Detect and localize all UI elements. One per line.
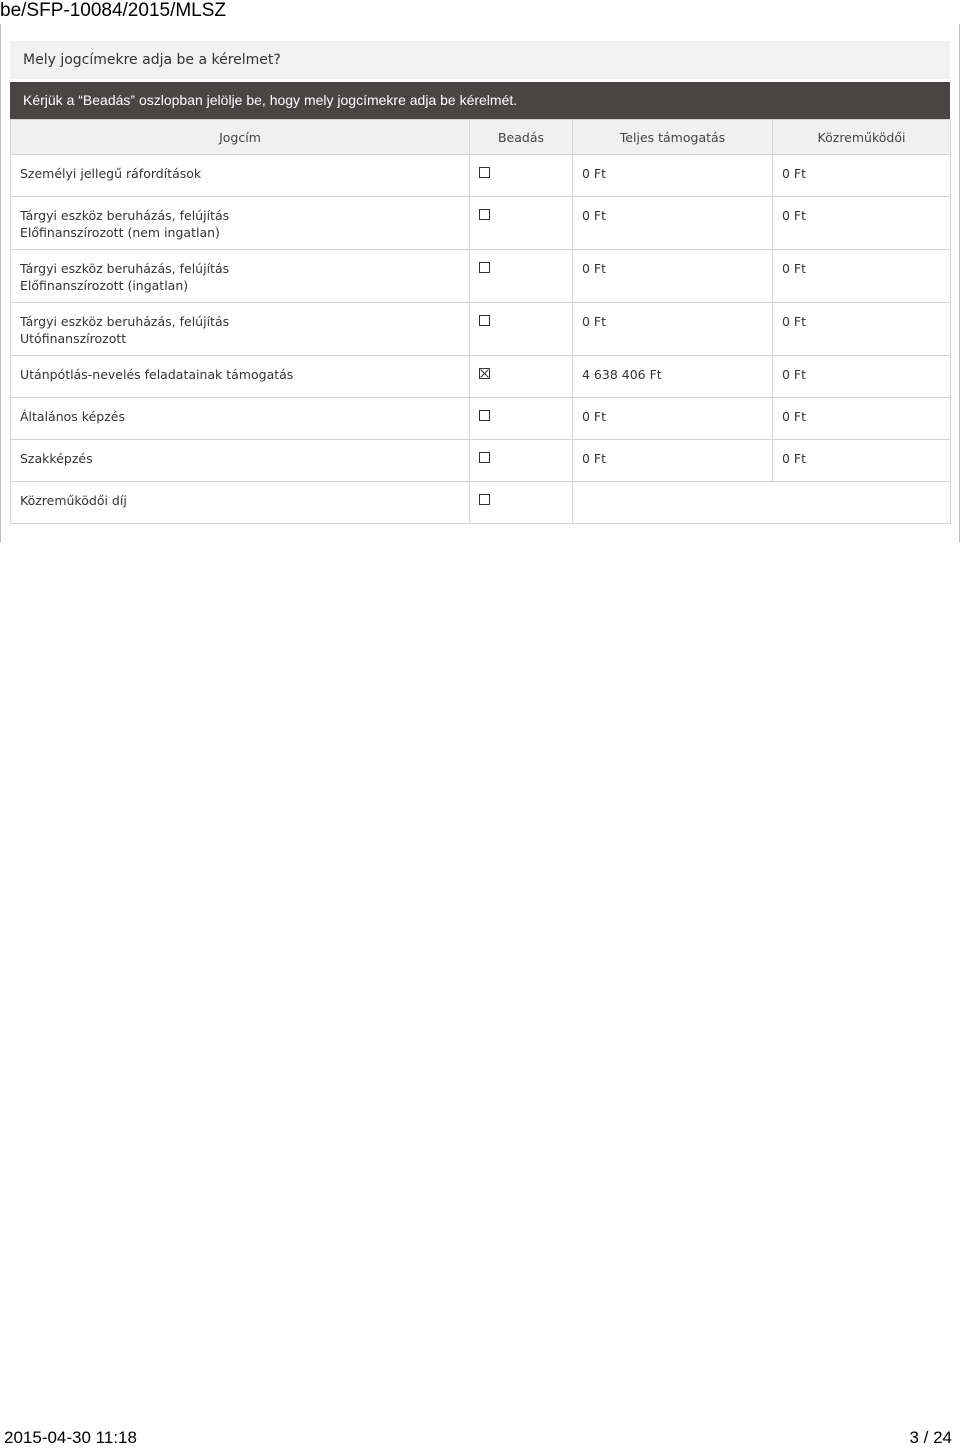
beadas-cell bbox=[470, 303, 573, 356]
question-heading: Mely jogcímekre adja be a kérelmet? bbox=[10, 41, 950, 79]
jogcim-label: Tárgyi eszköz beruházás, felújítás bbox=[20, 208, 230, 223]
kozremukodoi-value: 0 Ft bbox=[773, 197, 951, 250]
column-header-teljes-tamogatas: Teljes támogatás bbox=[573, 120, 773, 155]
teljes-tamogatas-value: 0 Ft bbox=[573, 398, 773, 440]
table-row bbox=[11, 197, 951, 250]
kozremukodoi-value: 0 Ft bbox=[773, 250, 951, 303]
instruction-banner: Kérjük a “Beadás” oszlopban jelölje be, hogy mely jogcímekre adja be kérelmét. bbox=[10, 82, 950, 119]
kozremukodoi-value: 0 Ft bbox=[773, 356, 951, 398]
table-row bbox=[11, 303, 951, 356]
table-row bbox=[11, 155, 951, 197]
teljes-tamogatas-value bbox=[573, 482, 951, 524]
beadas-checkbox[interactable] bbox=[479, 452, 490, 463]
beadas-checkbox[interactable] bbox=[479, 410, 490, 421]
table-row bbox=[11, 398, 951, 440]
teljes-tamogatas-value: 4 638 406 Ft bbox=[573, 356, 773, 398]
jogcim-label: Tárgyi eszköz beruházás, felújítás bbox=[20, 314, 230, 329]
jogcim-label: Közreműködői díj bbox=[20, 493, 127, 508]
table-row bbox=[11, 356, 951, 398]
jogcim-cell bbox=[11, 303, 470, 356]
kozremukodoi-value: 0 Ft bbox=[773, 303, 951, 356]
jogcim-cell bbox=[11, 356, 470, 398]
teljes-tamogatas-value: 0 Ft bbox=[573, 197, 773, 250]
jogcim-label: Szakképzés bbox=[20, 451, 93, 466]
beadas-cell bbox=[470, 155, 573, 197]
jogcim-cell bbox=[11, 398, 470, 440]
table-row bbox=[11, 440, 951, 482]
jogcim-label: Személyi jellegű ráfordítások bbox=[20, 166, 202, 181]
kozremukodoi-value: 0 Ft bbox=[773, 155, 951, 197]
kozremukodoi-value: 0 Ft bbox=[773, 440, 951, 482]
jogcim-cell bbox=[11, 440, 470, 482]
column-header-kozremukodoi: Közreműködői bbox=[773, 120, 951, 155]
jogcim-table bbox=[10, 119, 951, 524]
jogcim-label: Tárgyi eszköz beruházás, felújítás bbox=[20, 261, 230, 276]
table-row bbox=[11, 250, 951, 303]
kozremukodoi-value: 0 Ft bbox=[773, 398, 951, 440]
teljes-tamogatas-value: 0 Ft bbox=[573, 440, 773, 482]
jogcim-cell bbox=[11, 482, 470, 524]
jogcim-cell bbox=[11, 250, 470, 303]
jogcim-sublabel: Előfinanszírozott (ingatlan) bbox=[20, 278, 189, 293]
beadas-cell bbox=[470, 398, 573, 440]
footer-timestamp: 2015-04-30 11:18 bbox=[4, 1428, 137, 1447]
jogcim-cell bbox=[11, 155, 470, 197]
jogcim-cell bbox=[11, 197, 470, 250]
jogcim-label: Utánpótlás-nevelés feladatainak támogatás bbox=[20, 367, 294, 382]
jogcim-sublabel: Előfinanszírozott (nem ingatlan) bbox=[20, 225, 220, 240]
beadas-cell bbox=[470, 197, 573, 250]
beadas-cell bbox=[470, 482, 573, 524]
jogcim-sublabel: Utófinanszírozott bbox=[20, 331, 127, 346]
table-header-row bbox=[11, 120, 951, 155]
table-row bbox=[11, 482, 951, 524]
beadas-checkbox[interactable] bbox=[479, 262, 490, 273]
teljes-tamogatas-value: 0 Ft bbox=[573, 303, 773, 356]
beadas-checkbox[interactable] bbox=[479, 494, 490, 505]
beadas-checkbox[interactable] bbox=[479, 209, 490, 220]
footer-page-number: 3 / 24 bbox=[909, 1428, 952, 1447]
checked-checkbox[interactable] bbox=[479, 368, 490, 379]
beadas-cell bbox=[470, 440, 573, 482]
beadas-checkbox[interactable] bbox=[479, 315, 490, 326]
beadas-cell bbox=[470, 250, 573, 303]
column-header-beadas: Beadás bbox=[470, 120, 573, 155]
teljes-tamogatas-value: 0 Ft bbox=[573, 250, 773, 303]
document-id: be/SFP-10084/2015/MLSZ bbox=[0, 0, 227, 21]
teljes-tamogatas-value: 0 Ft bbox=[573, 155, 773, 197]
beadas-checkbox[interactable] bbox=[479, 167, 490, 178]
jogcim-label: Általános képzés bbox=[20, 409, 125, 424]
column-header-jogcim: Jogcím bbox=[11, 120, 470, 155]
beadas-cell bbox=[470, 356, 573, 398]
